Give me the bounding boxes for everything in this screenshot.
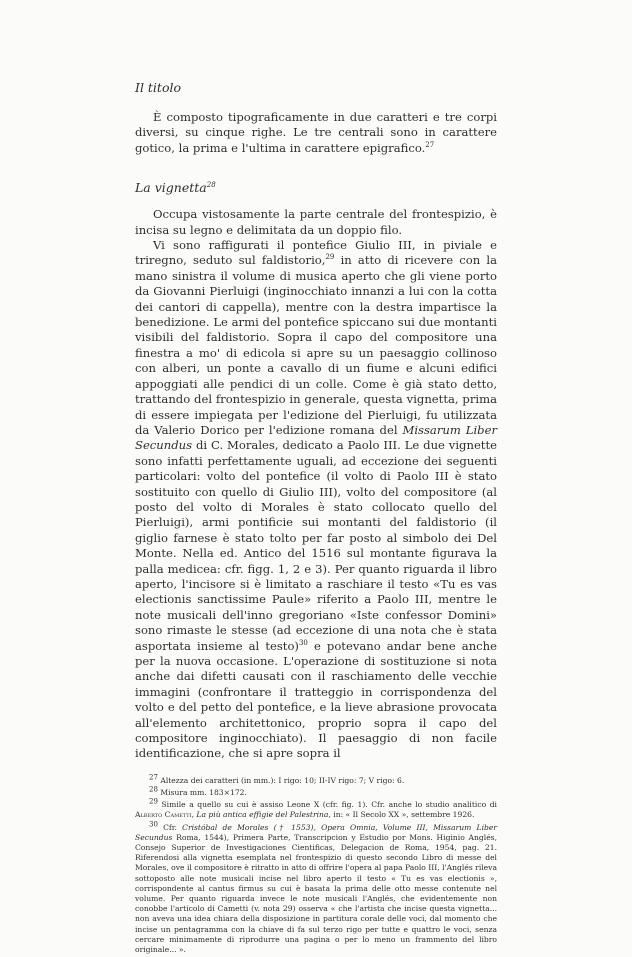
page: [135, 80, 497, 957]
footnote-ref-27[interactable]: 27: [425, 140, 435, 149]
vignetta-paragraph-1: Occupa vistosamente la parte centrale del frontespizio, è incisa su legno e delimitata da un doppio filo.: [135, 207, 497, 237]
footnote-29: 29 Simile a quello su cui è assiso Leone X (cfr. fig. 1). Cfr. anche lo studio analitico di Alberto Cametti, La più antica effigie del Palestrina, in: « Il Secolo XX », settembre 1926.: [135, 797, 497, 820]
section-heading-vignetta: La vignetta$^{28}$: [135, 180, 216, 196]
footnote-ref-30[interactable]: 30: [298, 638, 308, 647]
titolo-paragraph: È composto tipograficamente in due caratteri e tre corpi diversi, su cinque righe. Le tre centrali sono in carattere gotico, la prima e l'ultima in carattere epigrafico.$^{27}$: [135, 110, 497, 155]
footnote-ref-28[interactable]: 28: [206, 181, 216, 190]
footnote-28: 28 Misura mm. 183×172.: [149, 785, 247, 798]
footnote-27: 27 Altezza dei caratteri (in mm.): I rigo: 10; II-IV rigo: 7; V rigo: 6.: [149, 773, 405, 785]
footnote-30: 30 Cfr. Cristóbal de Morales († 1553), Opera Omnia, Volume III, Missarum Liber Secundus Roma, 1544), Primera Parte, Transcripcion y Estudio por Mons. Higinio Anglés, Consejo Superior de Investigaciones Cientificas, Delegacion de Roma, 1954, pag. 21. Riferendosi alla vignetta esemplata nel frontespizio di questo secondo Libro di messe del Morales, ove il compositore è ritratto in atto di offrire l'opera al papa Paolo III, l'Anglés rileva sottoposto alle note musicali incise nel libro aperto il testo « Tu es vas electionis », corrispondente al cantus firmus su cui è basata la prima delle otto messe contenute nel volume. Per quanto riguarda invece le note musicali l'Anglés, che evidentemente non conobbe l'articolo di Cametti (v. nota 29) osserva « che l'artista che incise questa vignetta... non aveva una idea chiara della disposizione in partitura corale delle voci, dal momento che incise un pentagramma con la chiave di fa sul terzo rigo per tutte e quattro le voci, senza cercare minimamente di riprodurre una pagina o per lo meno un frammento del libro originale... ».: [135, 820, 497, 955]
footnote-ref-29[interactable]: 29: [325, 253, 335, 262]
vignetta-paragraph-2: Vi sono raffigurati il pontefice Giulio III, in piviale e triregno, seduto sul faldistorio,$^{29}$ in atto di ricevere con la mano sinistra il volume di musica aperto che gli viene porto da Giovanni Pierluigi (inginocchiato innanzi a lui con la cotta dei cantori di cappella), mentre con la destra impartisce la benedizione. Le armi del pontefice spiccano sui due montanti visibili del faldistorio. Sopra il capo del compositore una finestra a mo' di edicola si apre su un paesaggio collinoso con alberi, un ponte a cavallo di un fiume e alcuni edifici appoggiati alle pendici di un colle. Come è già stato detto, trattando del frontespizio in generale, questa vignetta, prima di essere impiegata per l'edizione del Pierluigi, fu utilizzata da Valerio Dorico per l'edizione romana del Missarum Liber Secundus di C. Morales, dedicato a Paolo III. Le due vignette sono infatti perfettamente uguali, ad eccezione dei seguenti particolari: volto del pontefice (il volto di Paolo III è stato sostituito con quello di Giulio III), volto del compositore (al posto del volto di Morales è stato collocato quello del Pierluigi), armi pontificie sui montanti del faldistorio (il giglio farnese è stato tolto per far posto al simbolo dei Del Monte. Nella ed. Antico del 1516 sul montante figurava la palla medicea: cfr. figg. 1, 2 e 3). Per quanto riguarda il libro aperto, l'incisore si è limitato a raschiare il testo «Tu es vas electionis sanctissime Paule» riferito a Paolo III, mentre le note musicali dell'inno gregoriano «Iste confessor Domini» sono rimaste le stesse (ad eccezione di una nota che è stata asportata insieme al testo)$^{30}$ e potevano andar bene anche per la nuova occasione. L'operazione di sostituzione si nota anche dai difetti causati con il raschiamento delle vecchie immagini (confrontare il tratteggio in corrispondenza del volto e del petto del pontefice, e la lieve abrasione provocata all'elemento architettonico, proprio sopra il capo del compositore inginocchiato). Il paesaggio di non facile identificazione, che si apre sopra il: [135, 238, 498, 761]
footnotes: [135, 773, 497, 955]
section-heading-titolo: Il titolo: [135, 80, 182, 95]
